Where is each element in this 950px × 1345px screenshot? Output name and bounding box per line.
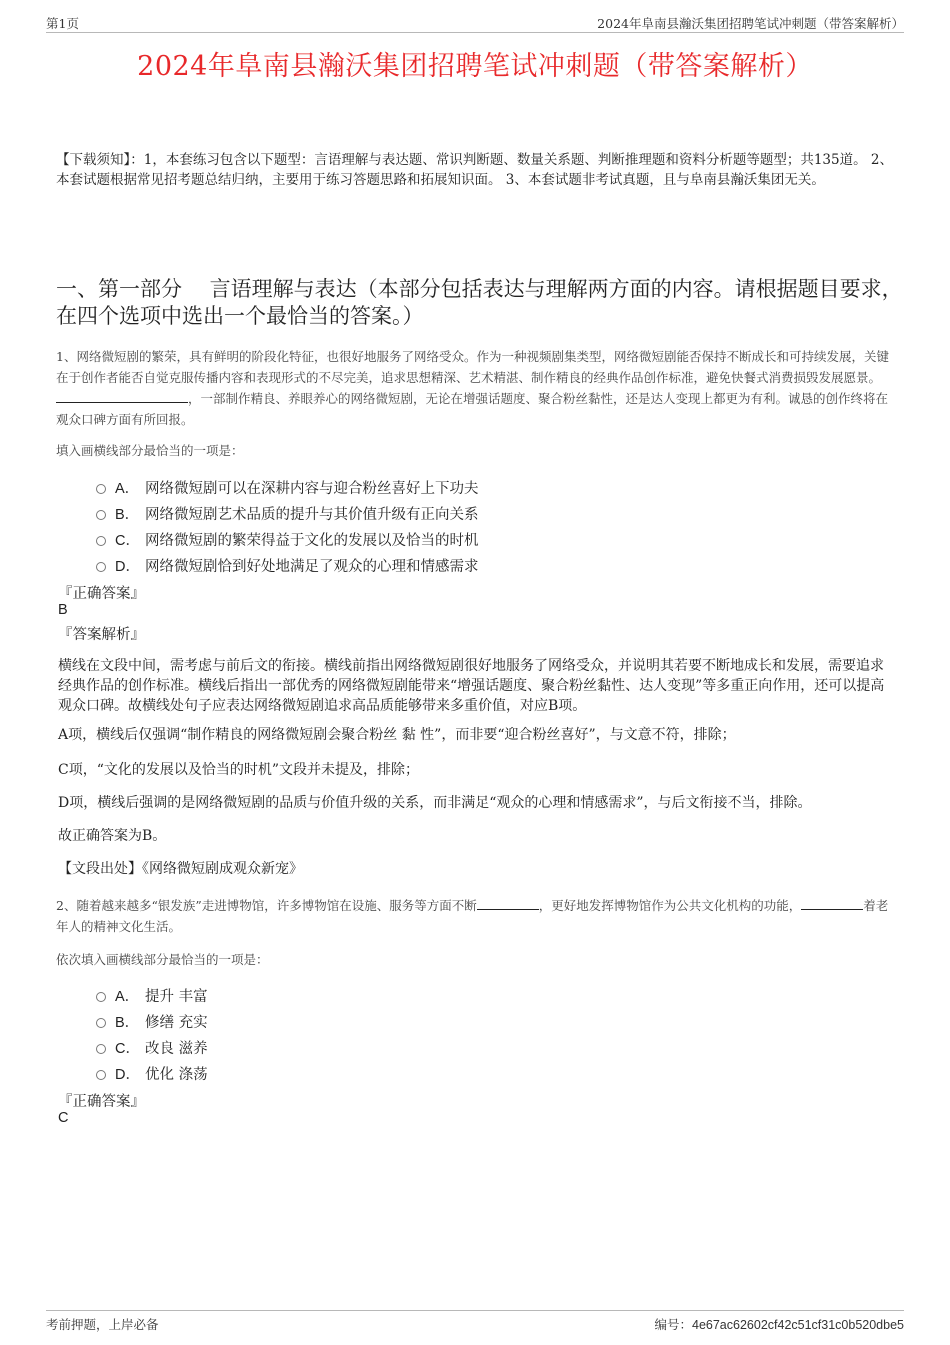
- correct-answer: B: [58, 602, 68, 618]
- correct-answer-label: 『正确答案』: [58, 1094, 145, 1110]
- option-d[interactable]: D． 网络微短剧恰到好处地满足了观众的心理和情感需求: [96, 555, 479, 576]
- option-b[interactable]: B． 修缮 充实: [96, 1011, 208, 1032]
- page-number: 第1页: [46, 16, 79, 31]
- option-c[interactable]: C． 改良 滋养: [96, 1037, 208, 1058]
- correct-answer-label: 『正确答案』: [58, 586, 145, 602]
- answer-blank: [801, 897, 863, 910]
- question-1-text: 1、网络微短剧的繁荣，具有鲜明的阶段化特征，也很好地服务了网络受众。作为一种视频剧集类型，网络微短剧能否保持不断成长和可持续发展，关键在于创作者能否自觉克服传播内容和表现形式的不尽完美，追求思想精深、艺术精湛、制作精良的经典作品创作标准，避免快餐式消费损毁发展愿景。，一部制作精良、养眼养心的网络微短剧，无论在增强话题度、聚合粉丝黏性，还是达人变现上都更为有利。诚恳的创作终将在观众口碑方面有所回报。: [56, 349, 889, 427]
- option-c[interactable]: C． 网络微短剧的繁荣得益于文化的发展以及恰当的时机: [96, 529, 479, 550]
- question-2-text: 2、随着越来越多“银发族”走进博物馆，许多博物馆在设施、服务等方面不断 ，更好地发挥博物馆作为公共文化机构的功能， 着老年人的精神文化生活。: [56, 898, 889, 934]
- analysis-label: 『答案解析』: [58, 627, 145, 643]
- page-footer: [46, 1310, 904, 1332]
- analysis-paragraph: D项，横线后强调的是网络微短剧的品质与价值升级的关系，而非满足“观众的心理和情感需求”，与后文衔接不当，排除。: [58, 795, 812, 811]
- document-id: 编号：4e67ac62602cf42c51cf31c0b520dbe5: [654, 1317, 904, 1332]
- option-a[interactable]: A． 网络微短剧可以在深耕内容与迎合粉丝喜好上下功夫: [96, 477, 479, 498]
- question-1-prompt: 填入画横线部分最恰当的一项是：: [56, 443, 244, 458]
- answer-blank: [56, 390, 188, 403]
- correct-answer: C: [58, 1110, 69, 1126]
- radio-icon[interactable]: [96, 992, 106, 1002]
- question-2-prompt: 依次填入画横线部分最恰当的一项是：: [56, 952, 269, 967]
- analysis-paragraph: 横线在文段中间，需考虑与前后文的衔接。横线前指出网络微短剧很好地服务了网络受众，并说明其若要不断地成长和发展，需要追求经典作品的创作标准。横线后指出一部优秀的网络微短剧能带来“增强话题度、聚合粉丝黏性、达人变现”等多重正向作用，还可以提高观众口碑。故横线处句子应表达网络微短剧追求高品质能够带来多重价值，对应B项。: [58, 658, 885, 714]
- radio-icon[interactable]: [96, 1070, 106, 1080]
- option-b[interactable]: B． 网络微短剧艺术品质的提升与其价值升级有正向关系: [96, 503, 479, 524]
- answer-blank: [477, 897, 539, 910]
- option-d[interactable]: D． 优化 涤荡: [96, 1063, 208, 1084]
- radio-icon[interactable]: [96, 1018, 106, 1028]
- page-title: 2024年阜南县瀚沃集团招聘笔试冲刺题（带答案解析）: [137, 51, 813, 82]
- radio-icon[interactable]: [96, 484, 106, 494]
- download-notice: 【下载须知】：1，本套练习包含以下题型：言语理解与表达题、常识判断题、数量关系题、判断推理题和资料分析题等题型；共135道。 2、本套试题根据常见招考题总结归纳，主要用于练习答题思路和拓展知识面。 3、本套试题非考试真题，且与阜南县瀚沃集团无关。: [56, 152, 893, 188]
- radio-icon[interactable]: [96, 562, 106, 572]
- analysis-paragraph: 故正确答案为B。: [58, 828, 167, 844]
- source-citation: 【文段出处】《网络微短剧成观众新宠》: [58, 861, 303, 877]
- page-header: [46, 10, 904, 33]
- footer-slogan: 考前押题，上岸必备: [46, 1317, 159, 1332]
- option-a[interactable]: A． 提升 丰富: [96, 985, 208, 1006]
- analysis-paragraph: C项，“文化的发展以及恰当的时机”文段并未提及，排除；: [58, 762, 420, 778]
- radio-icon[interactable]: [96, 510, 106, 520]
- radio-icon[interactable]: [96, 536, 106, 546]
- section-heading: 一、第一部分 言语理解与表达（本部分包括表达与理解两方面的内容。请根据题目要求，在四个选项中选出一个最恰当的答案。）: [56, 277, 903, 328]
- header-doc-title: 2024年阜南县瀚沃集团招聘笔试冲刺题（带答案解析）: [597, 16, 904, 31]
- radio-icon[interactable]: [96, 1044, 106, 1054]
- analysis-paragraph: A项，横线后仅强调“制作精良的网络微短剧会聚合粉丝 黏 性”，而非要“迎合粉丝喜好”，与文意不符，排除；: [58, 727, 736, 743]
